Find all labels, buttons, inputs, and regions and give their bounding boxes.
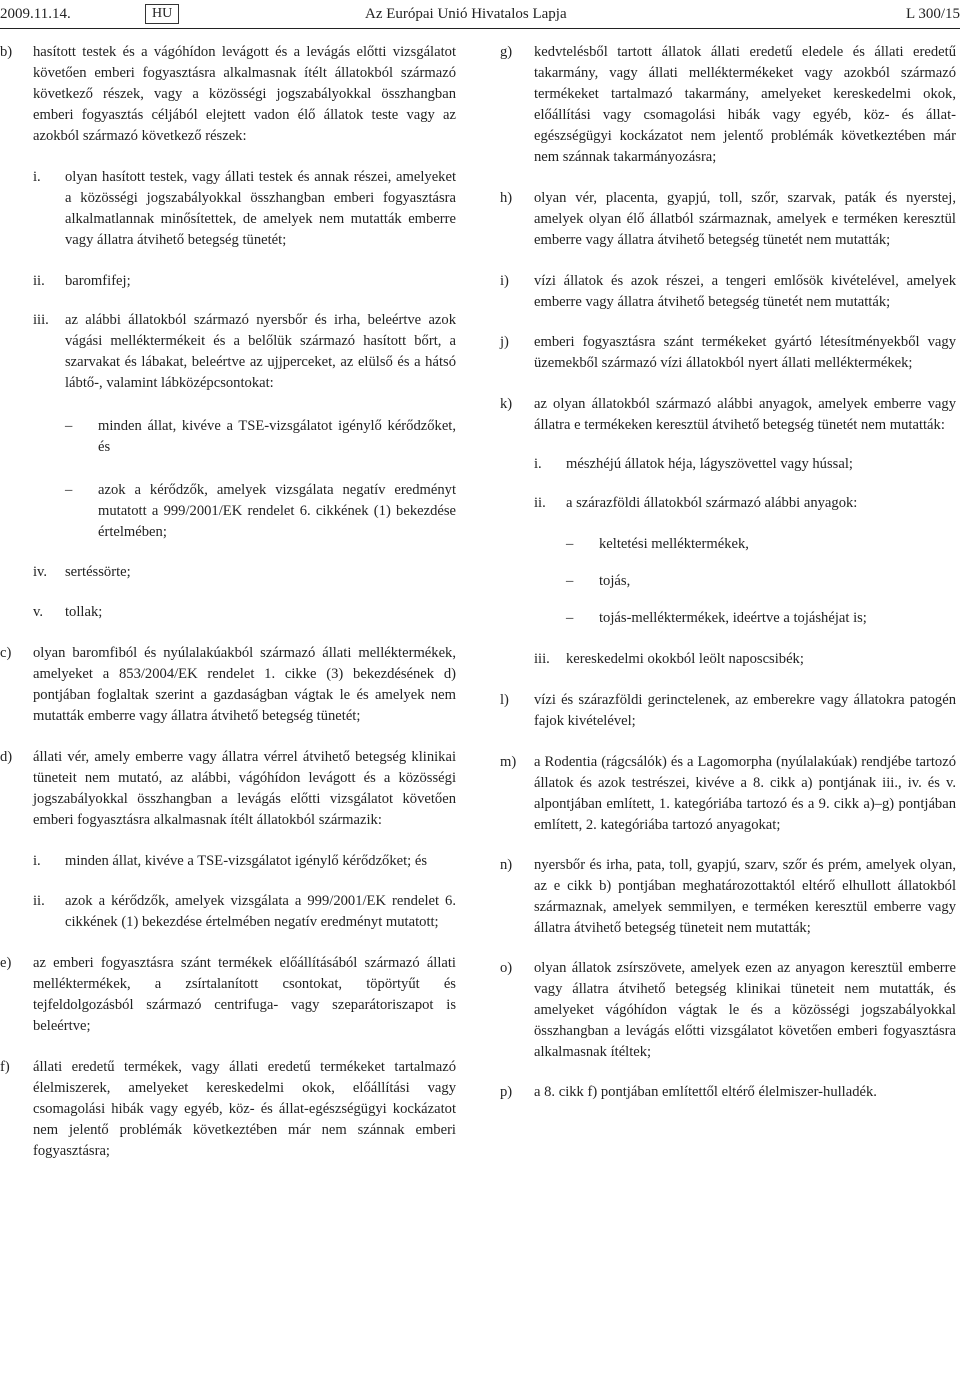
item-text: tojás, (599, 573, 631, 589)
item-label: – (566, 536, 574, 552)
item-text: az emberi fogyasztásra szánt termékek előállításából származó állati melléktermékek, a zsírtalanított csontokat, töpörtyűt és tejfeldolgozásból származó centrifuga- vagy szeparátoriszapot is beleértve; (33, 955, 456, 1034)
list-item (500, 958, 956, 1063)
item-label: ii. (33, 893, 45, 909)
list-item (500, 855, 956, 939)
item-text: olyan baromfiból és nyúlalakúakból származó állati melléktermékek, amelyeket a 853/2004/EK rendelet 1. cikke (3) bekezdésének d) pontjában foglaltak szerint a gazdaságban vágtak le és amelyek nem mutatták emberre vagy állatra átvihető betegség tünetét; (33, 645, 456, 724)
item-label: iv. (33, 564, 48, 580)
item-text: mészhéjú állatok héja, lágyszövettel vagy hússal; (566, 456, 853, 472)
list-item (500, 1082, 956, 1103)
item-label: n) (500, 857, 513, 873)
list-item (500, 188, 956, 251)
list-item (33, 602, 456, 623)
item-text: az alábbi állatokból származó nyersbőr és irha, beleértve azok vágási melléktermékeit és a belőlük származó hasított bőrt, a szarvakat és lábakat, beleértve az ujjperceket, az elülső és a hátsó lábtő-, valamint lábközépcsontokat: (65, 312, 456, 391)
item-text: a 8. cikk f) pontjában említettől eltérő élelmiszer-hulladék. (534, 1084, 877, 1100)
item-text: az olyan állatokból származó alábbi anyagok, amelyek emberre vagy állatra e termékeken keresztül átvihető betegség tünetét nem mutatták: (534, 396, 956, 433)
item-text: nyersbőr és irha, pata, toll, gyapjú, szarv, szőr és prém, amelyek olyan, az e cikk b) pontjában meghatározottaktól eltérő elhullott állatokból származnak, amelyek semmilyen, e terméken keresztül emberre vagy állatra átvihető betegség tüneteit nem mutatták; (534, 857, 956, 936)
list-item (534, 493, 956, 514)
item-label: iii. (534, 651, 550, 667)
list-item (0, 1057, 456, 1162)
header-rule (0, 28, 960, 29)
item-label: k) (500, 396, 513, 412)
item-text: baromfifej; (65, 273, 131, 289)
item-label: c) (0, 645, 12, 661)
journal-title: Az Európai Unió Hivatalos Lapja (365, 6, 567, 22)
list-item (0, 42, 456, 147)
list-item (33, 167, 456, 251)
list-item (0, 953, 456, 1037)
item-text: tojás-melléktermékek, ideértve a tojáshéjat is; (599, 610, 867, 626)
item-label: ii. (33, 273, 45, 289)
list-item (0, 747, 456, 831)
item-text: azok a kérődzők, amelyek vizsgálata a 999/2001/EK rendelet 6. cikkének (1) bekezdése értelmében negatív eredményt mutatott; (65, 893, 456, 930)
item-label: iii. (33, 312, 49, 328)
page-header (0, 0, 960, 32)
item-label: i. (33, 853, 41, 869)
item-label: i) (500, 273, 509, 289)
list-item (500, 42, 956, 168)
item-text: azok a kérődzők, amelyek vizsgálata negatív eredményt mutatott a 999/2001/EK rendelet 6. cikkének (1) bekezdése értelmében; (98, 482, 456, 540)
list-item (500, 332, 956, 374)
item-text: vízi állatok és azok részei, a tengeri emlősök kivételével, amelyek emberre vagy állatra átvihető betegség tünetét nem mutatták; (534, 273, 956, 310)
item-label: i. (33, 169, 41, 185)
item-label: – (65, 418, 73, 434)
item-text: olyan vér, placenta, gyapjú, toll, szőr, szarvak, paták és nyerstej, amelyek olyan élő állatból származnak, amelyek e terméken keresztül emberre vagy állatra átvihető betegség tünetét nem mutatták; (534, 190, 956, 248)
list-item (500, 394, 956, 436)
item-label: ii. (534, 495, 546, 511)
item-label: o) (500, 960, 513, 976)
item-label: m) (500, 754, 517, 770)
item-label: e) (0, 955, 12, 971)
item-text: tollak; (65, 604, 103, 620)
item-label: g) (500, 44, 513, 60)
publication-date: 2009.11.14. (0, 6, 71, 22)
page-reference: L 300/15 (905, 6, 960, 22)
item-text: állati eredetű termékek, vagy állati eredetű termékeket tartalmazó élelmiszerek, amelyeket kereskedelmi okok, előállítási vagy csomagolási hibák vagy egyéb, köz- és állat-egészségügyi kockázatot nem jelentő problémák következtében már nem szánnak emberi fogyasztásra; (33, 1059, 456, 1159)
item-label: b) (0, 44, 13, 60)
item-label: – (566, 610, 574, 626)
item-text: olyan állatok zsírszövete, amelyek ezen az anyagon keresztül emberre vagy állatra átvihető betegség klinikai tüneteit nem mutatták, és amelyeket vágóhídon vágtak le és a közösségi jogszabályokkal összhangban a levágás előtti vizsgálatot követően emberi fogyasztásra alkalmasnak ítéltek; (534, 960, 956, 1060)
item-text: sertéssörte; (65, 564, 131, 580)
left-column (0, 42, 456, 1162)
item-text: minden állat, kivéve a TSE-vizsgálatot igénylő kérődzőket; és (65, 853, 428, 869)
item-label: h) (500, 190, 513, 206)
item-text: a szárazföldi állatokból származó alábbi anyagok: (566, 495, 858, 511)
list-item (33, 891, 456, 933)
list-item (33, 271, 456, 292)
list-item (500, 271, 956, 313)
list-item (65, 416, 456, 458)
item-text: vízi és szárazföldi gerinctelenek, az emberekre vagy állatokra patogén fajok kivételével; (534, 692, 956, 729)
list-item (0, 643, 456, 727)
list-item (500, 690, 956, 732)
item-label: d) (0, 749, 13, 765)
item-label: i. (534, 456, 542, 472)
item-text: állati vér, amely emberre vagy állatra vérrel átvihető betegség klinikai tüneteit nem mutató, az alábbi, vágóhídon levágott és a közösségi jogszabályokkal összhangban a levágás előtti vizsgálatot követően emberi fogyasztásra alkalmasnak ítélt állatokból származik: (33, 749, 456, 828)
list-item (65, 480, 456, 543)
item-label: l) (500, 692, 509, 708)
item-label: j) (500, 334, 509, 350)
list-item (33, 310, 456, 394)
list-item (566, 571, 956, 592)
item-label: – (65, 482, 73, 498)
item-text: keltetési melléktermékek, (599, 536, 749, 552)
item-text: hasított testek és a vágóhídon levágott és a levágás előtti vizsgálatot követően emberi fogyasztásra alkalmasnak ítélt állatokból származó következő részek, vagy a közösségi jogszabályokkal összhangban emberi fogyasztás céljából elejtett vadon élő állatok teste vagy az azokból származó következő részek: (33, 44, 456, 144)
list-item (534, 454, 956, 475)
list-item (566, 534, 956, 555)
item-label: v. (33, 604, 43, 620)
list-item (566, 608, 956, 629)
item-text: emberi fogyasztásra szánt termékeket gyártó létesítményekből vagy üzemekből származó vízi állatokból nyert állati melléktermékek; (534, 334, 956, 371)
list-item (500, 752, 956, 836)
language-badge: HU (145, 4, 179, 24)
item-label: – (566, 573, 574, 589)
item-label: p) (500, 1084, 513, 1100)
item-label: f) (0, 1059, 10, 1075)
list-item (534, 649, 956, 670)
item-text: kereskedelmi okokból leölt naposcsibék; (566, 651, 804, 667)
list-item (33, 851, 456, 872)
right-column (500, 42, 956, 1103)
item-text: kedvtelésből tartott állatok állati eredetű eledele és állati eredetű takarmány, vagy állati melléktermékeket vagy azokból származó termékeket tartalmazó takarmány, amelyeket kereskedelmi okok, előállítási vagy csomagolási hibák vagy egyéb, köz- és állat-egészségügyi kockázatot nem jelentő problémák következtében már nem szánnak takarmányozásra; (534, 44, 956, 165)
list-item (33, 562, 456, 583)
item-text: minden állat, kivéve a TSE-vizsgálatot igénylő kérődzőket, és (98, 418, 456, 455)
item-text: a Rodentia (rágcsálók) és a Lagomorpha (nyúlalakúak) rendjébe tartozó állatok és azok testrészei, kivéve a 8. cikk a) pontjának iii., iv. és v. alpontjában említett, 1. kategóriába tartozó és a 9. cikk a)–g) pontjában említett, 2. kategóriába tartozó anyagokat; (534, 754, 956, 833)
item-text: olyan hasított testek, vagy állati testek és annak részei, amelyeket a közösségi jogszabályokkal összhangban emberi fogyasztásra alkalmatlannak minősítettek, de amelyek nem mutatták emberre vagy állatra átvihető betegség tünetét; (65, 169, 456, 248)
